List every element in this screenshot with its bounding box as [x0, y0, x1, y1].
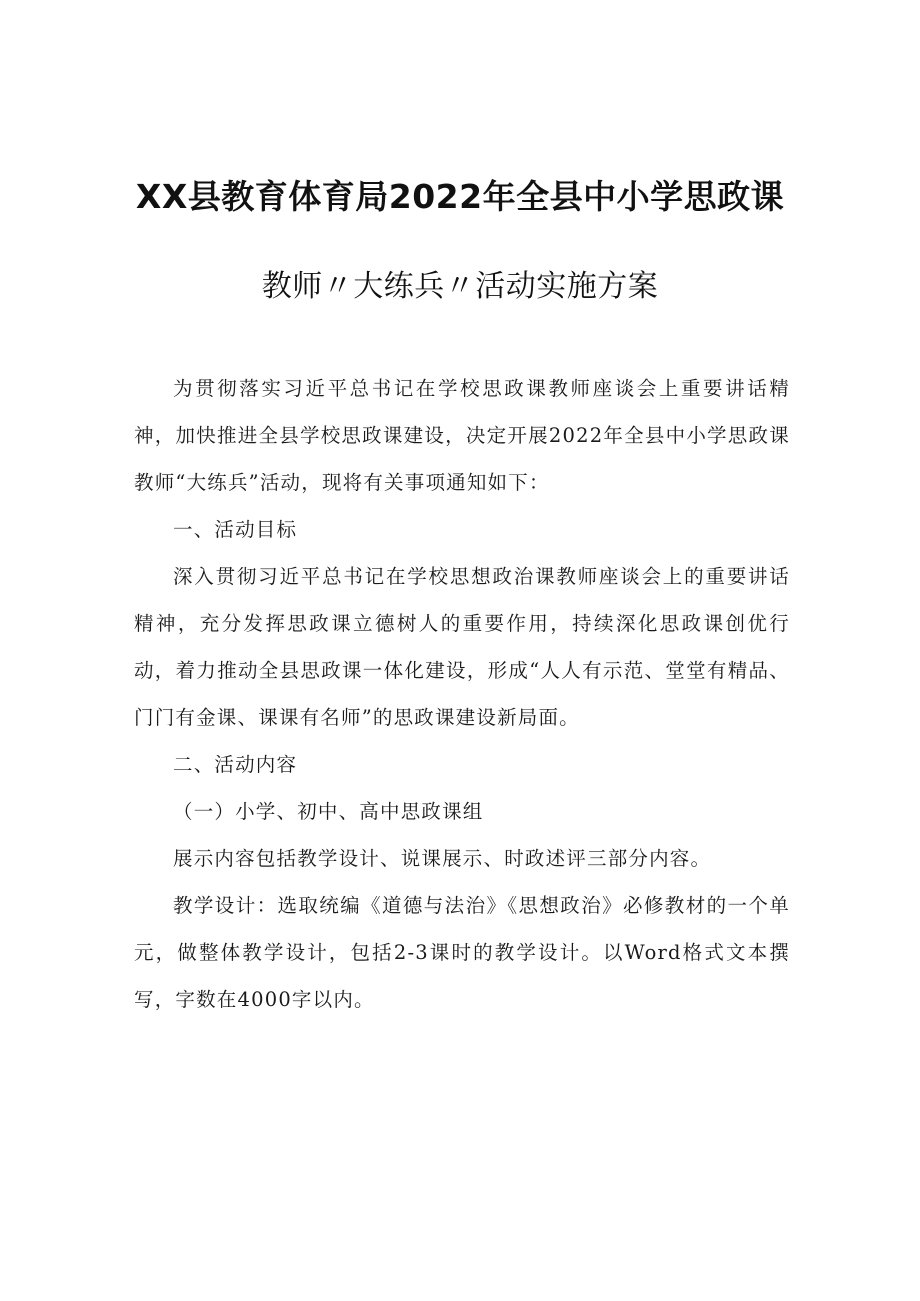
document-body	[134, 365, 790, 1023]
document-title-line-2: 教师〃大练兵〃活动实施方案	[261, 269, 659, 304]
section-heading-goals: 一、活动目标	[173, 518, 298, 541]
teaching-design-paragraph: 教学设计：选取统编《道德与法治》《思想政治》必修教材的一个单元，做整体教学设计，包括2-3课时的教学设计。以Word格式文本撰写，字数在4000字以内。	[134, 894, 790, 1011]
goals-paragraph: 深入贯彻习近平总书记在学校思想政治课教师座谈会上的重要讲话精神，充分发挥思政课立德树人的重要作用，持续深化思政课创优行动，着力推动全县思政课一体化建设，形成“人人有示范、堂堂有精品、门门有金课、课课有名师”的思政课建设新局面。	[134, 565, 790, 729]
section-heading-content: 二、活动内容	[173, 753, 298, 776]
document-title-line-1: XX县教育体育局2022年全县中小学思政课	[135, 177, 785, 216]
subsection-heading-groups: （一）小学、初中、高中思政课组	[173, 800, 484, 823]
intro-paragraph: 为贯彻落实习近平总书记在学校思政课教师座谈会上重要讲话精神，加快推进全县学校思政课建设，决定开展2022年全县中小学思政课教师“大练兵”活动，现将有关事项通知如下：	[134, 377, 790, 494]
content-paragraph: 展示内容包括教学设计、说课展示、时政述评三部分内容。	[173, 847, 712, 870]
